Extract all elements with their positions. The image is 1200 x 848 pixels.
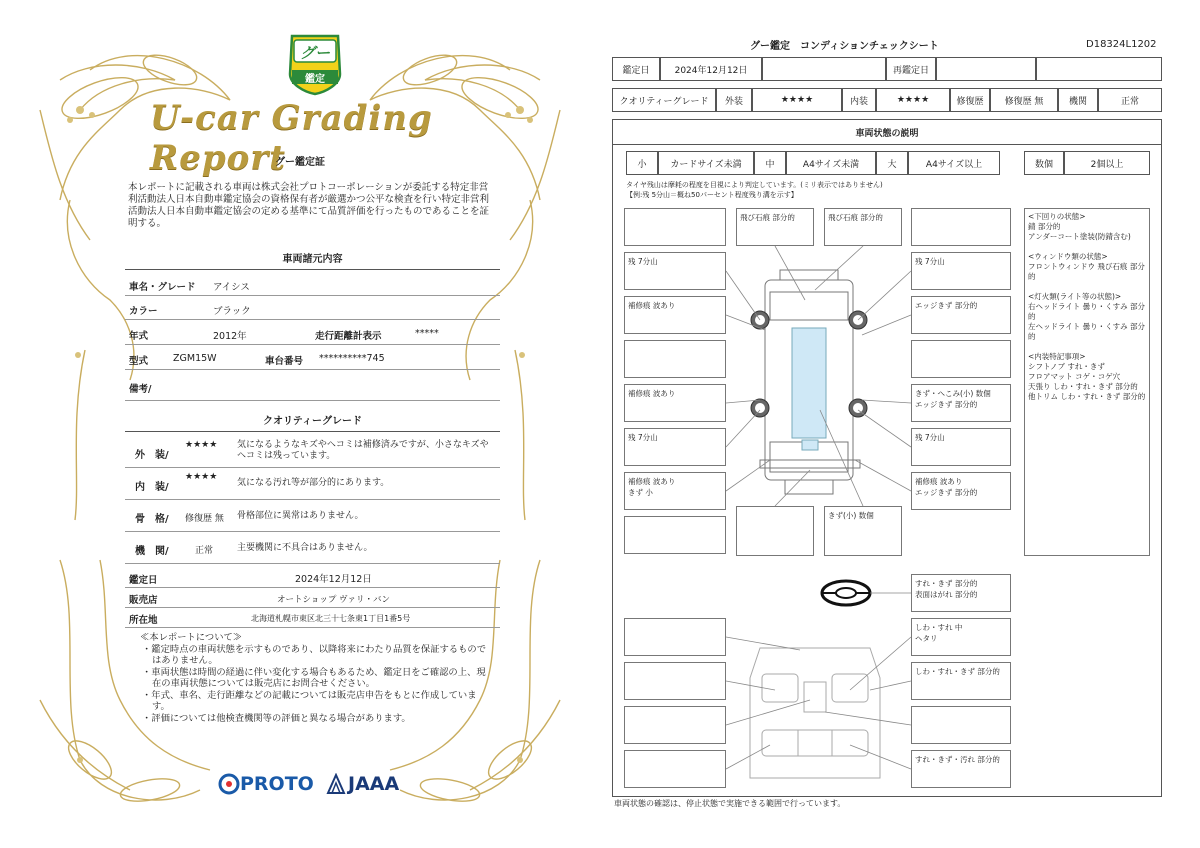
mileage-value: *****	[415, 328, 439, 339]
color-label: カラー	[129, 306, 158, 317]
name-label: 車名・グレード	[129, 282, 196, 293]
side-note: 右ヘッドライト 曇り・くすみ 部分的	[1028, 302, 1146, 321]
tire-note-1: タイヤ残山は摩耗の程度を目視により判定しています。(ミリ表示ではありません)	[626, 181, 883, 189]
side-note: <下回りの状態>	[1028, 212, 1086, 221]
notes-title: ≪本レポートについて≫	[140, 632, 243, 643]
engine-label: 機 関/	[135, 546, 169, 557]
interior-label: 内装	[842, 88, 876, 112]
box-i3-text: しわ・すれ・きず 部分的	[915, 667, 1000, 676]
frame-desc: 骨格部位に異常はありません。	[237, 511, 364, 521]
legend-small: 小	[626, 151, 658, 175]
tire-note-2: 【例:残 5分山＝概ね50パーセント程度残り溝を示す】	[626, 191, 798, 199]
appraisal-label: 鑑定日	[129, 575, 158, 586]
quality-title: クオリティーグレード	[125, 412, 500, 432]
quality-row-interior	[125, 468, 500, 500]
report-notes	[140, 632, 490, 724]
dealer-label: 販売店	[129, 595, 158, 606]
note-item: ・年式、車名、走行距離などの記載については販売店申告をもとに作成しています。	[142, 689, 477, 712]
certificate-subtitle: グー鑑定証	[275, 157, 325, 168]
box-r6-text: 残 7分山	[915, 433, 945, 442]
address-label: 所在地	[129, 615, 158, 626]
box-r5-line1: きず・へこみ(小) 数個	[915, 389, 991, 398]
spec-row-remarks	[125, 371, 500, 401]
exterior-label: 外 装/	[135, 450, 169, 461]
box-l2-text: 残 7分山	[628, 257, 658, 266]
note-item: ・評価については他検査機関等の評価と異なる場合があります。	[142, 712, 411, 724]
certificate-intro: 本レポートに記載される車両は株式会社プロトコーポレーションが委託する特定非営利活動法人日本自動車鑑定協会の資格保有者が厳選かつ公平な検査を行い特定非営利活動法人日本自動車鑑定協会の定める基準にて品質評価を行ったものであることを証明する。	[128, 182, 490, 229]
side-note: アンダーコート塗装(防錆含む)	[1028, 232, 1131, 241]
proto-text: PROTO	[240, 773, 314, 795]
engine-value: 正常	[1098, 88, 1162, 112]
sheet-id: D18324L1202	[1086, 39, 1157, 50]
jaaa-mark-icon	[326, 773, 346, 795]
legend-large: 大	[876, 151, 908, 175]
box-i1-line1: すれ・きず 部分的	[915, 579, 978, 588]
engine-label: 機関	[1058, 88, 1098, 112]
jaaa-logo	[326, 772, 406, 796]
legend-mid: 中	[754, 151, 786, 175]
box-r7-line2: エッジきず 部分的	[915, 488, 978, 497]
legend-count-desc: 2個以上	[1064, 151, 1150, 175]
box-top2-text: 飛び石痕 部分的	[740, 213, 795, 222]
chassis-label: 車台番号	[265, 356, 304, 367]
engine-desc: 主要機関に不具合はありません。	[237, 543, 373, 553]
note-item: ・鑑定時点の車両状態を示すものであり、以降将来にわたり品質を保証するものではありません。	[142, 643, 486, 666]
box-r2-text: 残 7分山	[915, 257, 945, 266]
legend-large-desc: A4サイズ以上	[908, 151, 1000, 175]
side-note: <ウィンドウ類の状態>	[1028, 252, 1108, 261]
spec-row-model	[125, 346, 500, 370]
sheet-title: グー鑑定 コンディションチェックシート	[750, 41, 939, 52]
box-l7-line1: 補修痕 波あり	[628, 477, 676, 486]
jaaa-text: JAAA	[348, 773, 400, 795]
interior-label: 内 装/	[135, 482, 169, 493]
box-i2-line2: ヘタリ	[915, 634, 938, 643]
goo-badge	[286, 30, 344, 96]
proto-mark-icon	[218, 773, 240, 795]
year-value: 2012年	[213, 331, 247, 342]
date-label: 鑑定日	[612, 57, 660, 81]
box-l7-line2: きず 小	[628, 488, 653, 497]
side-note: <灯火類(ライト等の状態)>	[1028, 292, 1122, 301]
spec-row-year	[125, 321, 500, 345]
box-top3-text: 飛び石痕 部分的	[828, 213, 883, 222]
color-value: ブラック	[213, 306, 251, 317]
history-value: 修復歴 無	[990, 88, 1058, 112]
box-r7-line1: 補修痕 波あり	[915, 477, 963, 486]
box-i5-text: すれ・きず・汚れ 部分的	[915, 755, 1000, 764]
side-note: 他トリム しわ・すれ・きず 部分的	[1028, 392, 1146, 401]
sheet-footer: 車両状態の確認は、停止状態で実施できる範囲で行っています。	[614, 799, 846, 808]
specs-title: 車両諸元内容	[125, 250, 500, 270]
quality-row-engine	[125, 532, 500, 564]
box-i2-line1: しわ・すれ 中	[915, 623, 963, 632]
state-title: 車両状態の説明	[612, 119, 1162, 145]
side-note: フロントウィンドウ 飛び石痕 部分的	[1028, 262, 1145, 281]
dealer-value: オートショップ ヴァリ・バン	[277, 595, 390, 605]
box-l3-text: 補修痕 波あり	[628, 301, 676, 310]
exterior-label: 外装	[716, 88, 752, 112]
note-item: ・車両状態は時間の経過に伴い変化する場合もあるため、鑑定日をご確認の上、現在の車両状態については販売店にお問合せください。	[142, 666, 486, 689]
box-bottom3-text: きず(小) 数個	[828, 511, 874, 520]
grade-label: クオリティーグレード	[612, 88, 716, 112]
exterior-desc: 気になるようなキズやヘコミは補修済みですが、小さなキズやヘコミは残っています。	[237, 440, 489, 461]
redate-label: 再鑑定日	[886, 57, 936, 81]
side-note: フロアマット コゲ・コゲ穴	[1028, 372, 1121, 381]
model-label: 型式	[129, 356, 149, 367]
side-note: <内装特記事項>	[1028, 352, 1086, 361]
legend-small-desc: カードサイズ未満	[658, 151, 754, 175]
year-label: 年式	[129, 331, 149, 342]
badge-label: 鑑定	[305, 74, 325, 85]
quality-row-exterior	[125, 434, 500, 468]
box-l6-text: 残 7分山	[628, 433, 658, 442]
proto-logo	[218, 772, 322, 796]
box-l5-text: 補修痕 波あり	[628, 389, 676, 398]
remarks-label: 備考/	[129, 384, 152, 395]
mileage-label: 走行距離計表示	[315, 331, 382, 342]
appraisal-row	[125, 566, 500, 588]
quality-row-frame	[125, 500, 500, 532]
spec-row-color	[125, 296, 500, 320]
leader-lines	[600, 0, 1200, 848]
date-value: 2024年12月12日	[660, 57, 762, 81]
side-note: 錆 部分的	[1028, 222, 1061, 231]
certificate-title: U-car Grading Report	[150, 98, 433, 178]
name-value: アイシス	[213, 282, 250, 293]
side-note: 天張り しわ・すれ・きず 部分的	[1028, 382, 1138, 391]
frame-value: 修復歴 無	[185, 514, 224, 524]
legend-count: 数個	[1024, 151, 1064, 175]
interior-stars: ★★★★	[185, 472, 218, 482]
box-r5-line2: エッジきず 部分的	[915, 400, 978, 409]
history-label: 修復歴	[950, 88, 990, 112]
exterior-value: ★★★★	[752, 88, 842, 112]
model-value: ZGM15W	[173, 353, 217, 364]
legend-mid-desc: A4サイズ未満	[786, 151, 876, 175]
dealer-row	[125, 588, 500, 608]
interior-desc: 気になる汚れ等が部分的にあります。	[237, 478, 390, 488]
side-note: シフトノブ すれ・きず	[1028, 362, 1105, 371]
exterior-stars: ★★★★	[185, 440, 218, 450]
spec-row-name	[125, 272, 500, 296]
address-row	[125, 608, 500, 628]
side-note: 左ヘッドライト 曇り・くすみ 部分的	[1028, 322, 1146, 341]
box-i1-line2: 表面はがれ 部分的	[915, 590, 978, 599]
box-r3-text: エッジきず 部分的	[915, 301, 978, 310]
address-value: 北海道札幌市東区北三十七条東1丁目1番5号	[251, 614, 411, 623]
condition-check-sheet	[600, 0, 1200, 848]
frame-label: 骨 格/	[135, 514, 169, 525]
chassis-value: **********745	[319, 353, 385, 364]
engine-value: 正常	[195, 546, 214, 556]
interior-value: ★★★★	[876, 88, 950, 112]
appraisal-value: 2024年12月12日	[295, 574, 372, 585]
badge-logo-text: グー	[299, 44, 330, 62]
